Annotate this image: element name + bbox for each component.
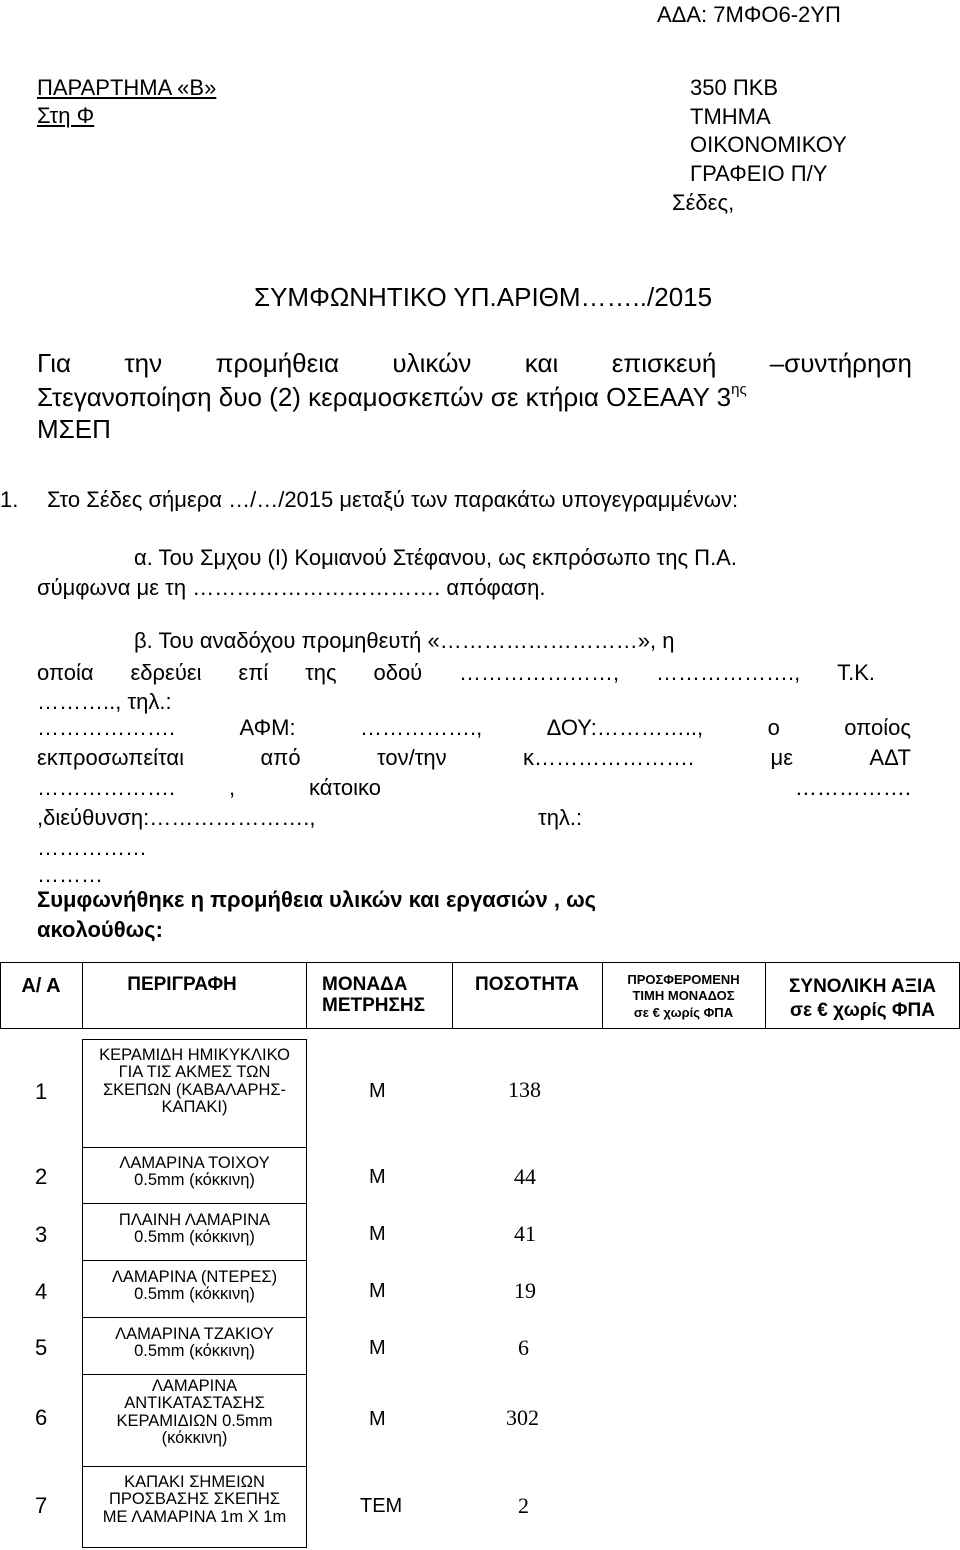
description-line: ΚΕΡΑΜΙΔΗ ΗΜΙΚΥΚΛΙΚΟ — [99, 1046, 290, 1064]
party-b-address: ,διεύθυνση:…………………., — [37, 805, 316, 830]
ada-code: ΑΔΑ: 7ΜΦΟ6-2ΥΠ — [657, 2, 841, 27]
party-b-word: ΑΔΤ — [869, 745, 911, 770]
party-b-word: κάτοικο — [309, 775, 381, 800]
row-unit: Μ — [369, 1166, 386, 1188]
recipient-unit: 350 ΠΚΒ — [690, 75, 779, 100]
party-b-word: ο — [767, 715, 780, 740]
subject-line-1 — [37, 348, 912, 379]
ordinal-suffix: ης — [731, 381, 747, 398]
row-description — [83, 1155, 306, 1190]
row-quantity: 6 — [518, 1335, 529, 1360]
party-b-line-6 — [37, 775, 911, 801]
table-rule — [0, 1028, 960, 1029]
table-rule — [82, 1317, 307, 1318]
row-description — [83, 1326, 306, 1361]
party-b-phone-label: τηλ.: — [538, 805, 583, 830]
description-line: 0.5mm (κόκκινη) — [134, 1228, 255, 1247]
subject-word: επισκευή — [611, 348, 717, 378]
party-b-line-3: ……….., τηλ.: — [37, 689, 172, 714]
party-b-word: Τ.Κ. — [837, 660, 875, 685]
subject-word: την — [124, 348, 163, 378]
row-number: 7 — [35, 1493, 48, 1518]
header-unit-line: ΜΟΝΑΔΑ — [322, 974, 408, 995]
table-rule — [82, 1374, 307, 1375]
row-description — [83, 1047, 306, 1116]
description-line: ΓΙΑ ΤΙΣ ΑΚΜΕΣ ΤΩΝ — [118, 1063, 271, 1082]
party-b-word: οποία — [37, 660, 94, 685]
header-description: ΠΕΡΙΓΡΑΦΗ — [127, 974, 237, 995]
party-b-word: με — [770, 745, 794, 770]
row-number: 6 — [35, 1405, 48, 1430]
subject-line-2-text: Στεγανοποίηση δυο (2) κεραμοσκεπών σε κτήρια ΟΣΕΑΑΥ 3 — [37, 382, 732, 412]
header-price-line: ΤΙΜΗ ΜΟΝΑΔΟΣ — [632, 988, 735, 1004]
subject-line-2 — [37, 381, 747, 413]
description-line: ΛΑΜΑΡΙΝΑ — [151, 1377, 238, 1395]
subject-word: προμήθεια — [215, 348, 340, 378]
table-rule — [82, 1039, 307, 1040]
party-b-word: κ…………………. — [523, 745, 695, 770]
description-line: ΛΑΜΑΡΙΝΑ (ΝΤΕΡΕΣ) — [111, 1268, 278, 1286]
subject-word: και — [524, 348, 559, 378]
row-description — [83, 1378, 306, 1447]
description-line: ΣΚΕΠΩΝ (ΚΑΒΑΛΑΡΗΣ- — [102, 1080, 287, 1099]
clause-number: 1. — [0, 487, 19, 512]
party-b-word: επί — [238, 660, 269, 685]
row-quantity: 2 — [518, 1493, 529, 1518]
party-a-line-2: σύμφωνα με τη ……………………………. απόφαση. — [37, 575, 546, 600]
description-line: ΛΑΜΑΡΙΝΑ ΤΟΙΧΟΥ — [119, 1154, 270, 1172]
header-total-line: σε € χωρίς ΦΠΑ — [790, 999, 935, 1021]
party-b-word: εδρεύει — [130, 660, 202, 685]
party-b-line-8: …………… — [37, 835, 147, 860]
header-price-line: σε € χωρίς ΦΠΑ — [633, 1004, 734, 1020]
header-unit-price — [602, 972, 765, 1021]
table-rule — [0, 962, 960, 963]
table-rule — [82, 1260, 307, 1261]
description-line: (κόκκινη) — [161, 1428, 228, 1447]
description-line: ΚΕΡΑΜΙΔΙΩΝ 0.5mm — [116, 1411, 273, 1430]
header-aa: Α/ Α — [21, 975, 61, 997]
table-rule — [82, 1147, 307, 1148]
subject-word: –συντήρηση — [769, 348, 912, 378]
row-quantity: 138 — [508, 1077, 541, 1102]
party-b-word: ΔΟΥ:………….., — [546, 715, 704, 740]
row-number: 3 — [35, 1222, 48, 1247]
row-unit: Μ — [369, 1280, 386, 1302]
intro-text: Στο Σέδες σήμερα …/…/2015 μεταξύ των παρακάτω υπογεγραμμένων: — [47, 487, 739, 512]
row-number: 5 — [35, 1335, 48, 1360]
description-line: ΛΑΜΑΡΙΝΑ ΤΖΑΚΙΟΥ — [115, 1325, 274, 1343]
subject-word: υλικών — [392, 348, 472, 378]
header-total — [765, 975, 960, 1023]
recipient-office: ΓΡΑΦΕΙΟ Π/Υ — [690, 161, 828, 186]
party-b-line-9: ……… — [37, 862, 103, 887]
row-quantity: 302 — [506, 1405, 539, 1430]
row-unit: Μ — [369, 1223, 386, 1245]
row-quantity: 19 — [514, 1278, 536, 1303]
subject-word: Για — [37, 348, 72, 378]
row-number: 4 — [35, 1279, 48, 1304]
row-quantity: 44 — [514, 1164, 536, 1189]
party-b-word: της — [305, 660, 337, 685]
recipient-dept: ΤΜΗΜΑ — [690, 104, 771, 129]
row-description — [83, 1269, 306, 1304]
header-unit — [306, 975, 452, 1017]
description-line: 0.5mm (κόκκινη) — [134, 1171, 255, 1190]
party-b-word: ……………. — [794, 775, 911, 800]
agreed-line-2: ακολούθως: — [37, 917, 163, 942]
header-total-line: ΣΥΝΟΛΙΚΗ ΑΞΙΑ — [789, 976, 936, 997]
party-a-line-1: α. Του Σμχου (Ι) Κομιανού Στέφανου, ως εκπρόσωπο της Π.Α. — [134, 545, 737, 570]
description-line: ΑΝΤΙΚΑΤΑΣΤΑΣΗΣ — [124, 1394, 265, 1413]
row-unit: ΤΕΜ — [360, 1495, 403, 1517]
row-unit: Μ — [369, 1408, 386, 1430]
recipient-place: Σέδες, — [672, 190, 735, 215]
party-b-line-4 — [37, 715, 911, 741]
row-unit: Μ — [369, 1337, 386, 1359]
row-quantity: 41 — [514, 1221, 536, 1246]
row-number: 2 — [35, 1164, 48, 1189]
table-rule — [82, 1203, 307, 1204]
description-line: ΚΑΠΑΚΙ) — [161, 1097, 228, 1116]
party-b-line-1: β. Του αναδόχου προμηθευτή «………………………», η — [134, 628, 675, 653]
description-line: ΜΕ ΛΑΜΑΡΙΝΑ 1m X 1m — [102, 1507, 287, 1526]
description-line: ΠΛΑΙΝΗ ΛΑΜΑΡΙΝΑ — [118, 1211, 271, 1229]
table-rule — [82, 1466, 307, 1467]
header-price-line: ΠΡΟΣΦΕΡΟΜΕΝΗ — [627, 972, 740, 987]
party-b-word: ………………. — [37, 775, 176, 800]
party-b-word: ΑΦΜ: — [239, 715, 296, 740]
party-b-word: …………………, — [459, 660, 620, 685]
description-line: 0.5mm (κόκκινη) — [134, 1342, 255, 1361]
agreed-line-1: Συμφωνήθηκε η προμήθεια υλικών και εργασιών , ως — [37, 887, 597, 912]
party-b-word: τον/την — [376, 745, 447, 770]
table-rule — [306, 1039, 307, 1548]
agreement-title: ΣΥΜΦΩΝΗΤΙΚΟ ΥΠ.ΑΡΙΘΜ……../2015 — [254, 282, 713, 312]
row-description — [83, 1474, 306, 1526]
party-b-word: εκπροσωπείται — [37, 745, 185, 770]
party-b-word: οδού — [373, 660, 423, 685]
header-unit-line: ΜΕΤΡΗΣΗΣ — [322, 994, 426, 1016]
annex-label: ΠΑΡΑΡΤΗΜΑ «Β» — [37, 75, 217, 100]
party-b-word: , — [229, 775, 236, 800]
party-b-word: ……………., — [359, 715, 483, 740]
description-line: ΚΑΠΑΚΙ ΣΗΜΕΙΩΝ — [124, 1473, 265, 1491]
party-b-word: από — [260, 745, 301, 770]
description-line: ΠΡΟΣΒΑΣΗΣ ΣΚΕΠΗΣ — [108, 1490, 281, 1509]
party-b-line-2 — [37, 660, 875, 686]
recipient-economic: ΟΙΚΟΝΟΜΙΚΟΥ — [690, 132, 847, 157]
row-description — [83, 1212, 306, 1247]
header-quantity: ΠΟΣΟΤΗΤΑ — [475, 974, 579, 995]
party-b-line-5 — [37, 745, 911, 771]
subject-line-3: ΜΣΕΠ — [37, 414, 111, 444]
party-b-word: ………………., — [656, 660, 801, 685]
row-unit: Μ — [369, 1080, 386, 1102]
description-line: 0.5mm (κόκκινη) — [134, 1285, 255, 1304]
to-recipient: Στη Φ — [37, 103, 95, 128]
table-rule — [82, 1547, 307, 1548]
party-b-word: ………………. — [37, 715, 176, 740]
row-number: 1 — [35, 1079, 48, 1104]
party-b-word: οποίος — [844, 715, 911, 740]
